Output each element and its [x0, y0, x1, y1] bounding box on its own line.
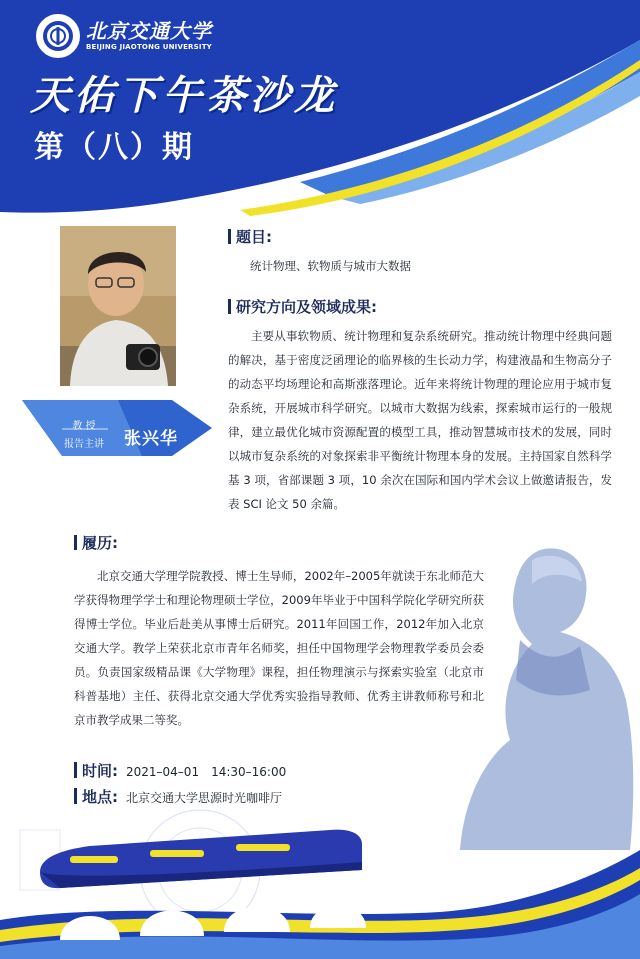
speaker-title: 教 授 [72, 421, 96, 432]
university-seal-icon [36, 14, 80, 58]
university-name-en: BEIJING JIAOTONG UNIVERSITY [86, 43, 212, 51]
resume-heading: 履历: [74, 532, 118, 553]
heading-bar [228, 299, 231, 314]
time-value: 2021–04–01 14:30–16:00 [126, 765, 287, 779]
speaker-role-label: 报告主讲 [64, 439, 104, 450]
research-heading: 研究方向及领域成果: [228, 296, 377, 317]
speaker-name: 张兴华 [124, 429, 178, 449]
university-name-cn: 北京交通大学 [86, 19, 212, 43]
train-wave-illustration [0, 800, 640, 959]
topic-heading: 题目: [228, 226, 272, 247]
poster-subtitle: 第（八）期 [34, 130, 194, 165]
place-label: 地点: [82, 788, 118, 806]
time-label: 时间: [82, 762, 118, 780]
heading-bar [74, 762, 77, 778]
speaker-photo [60, 226, 176, 386]
university-logo [36, 14, 212, 58]
poster-title: 天佑下午茶沙龙 [30, 73, 338, 119]
speaker-name-tag [22, 400, 212, 456]
speaker-role [56, 420, 112, 452]
research-text: 主要从事软物质、统计物理和复杂系统研究。推动统计物理中经典问题的解决，基于密度泛函理论的临界核的生长动力学，构建液晶和生物高分子的动态平均场理论和高斯涨落理论。近年来将统计物理的理论应用于城市复杂系统，开展城市科学研究。以城市大数据为线索，探索城市运行的一般规律，建立最优化城市资源配置的模型工具，推动智慧城市技术的发展，同时以城市复杂系统的对象探索非平衡统计物理本身的发展。主持国家自然科学基 3 项，省部课题 3 项，10 余次在国际和国内学术会议上做邀请报告，发表 SCI 论文 50 余篇。 [228, 329, 612, 511]
heading-bar [228, 229, 231, 244]
heading-bar [74, 535, 77, 550]
topic-text: 统计物理、软物质与城市大数据 [250, 259, 411, 273]
event-time [74, 760, 286, 781]
place-value: 北京交通大学思源时光咖啡厅 [126, 791, 283, 805]
resume-text: 北京交通大学理学院教授、博士生导师，2002年–2005年就读于东北师范大学获得物理学学士和理论物理硕士学位，2009年毕业于中国科学院化学研究所获得博士学位。毕业后赴美从事博士后研究。2011年回国工作，2012年加入北京交通大学。教学上荣获北京市青年名师奖，担任中国物理学会物理教学委员会委员。负责国家级精品课《大学物理》课程，担任物理演示与探索实验室（北京市科普基地）主任、获得北京交通大学优秀实验指导教师、优秀主讲教师称号和北京市教学成果二等奖。 [74, 569, 484, 727]
